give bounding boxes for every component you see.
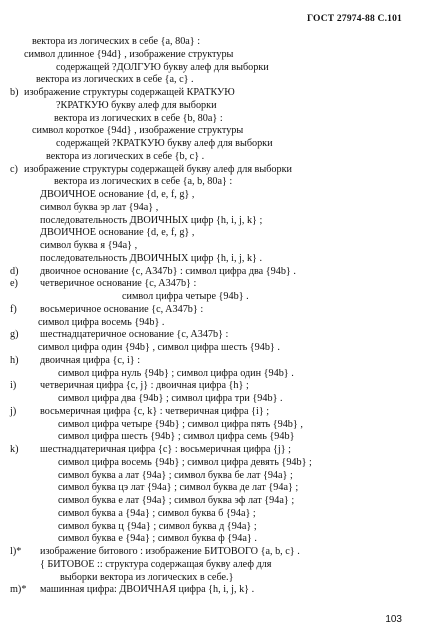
line-text: последовательность ДВОИЧНЫХ цифр {h, i, j, k} .: [40, 252, 263, 264]
line-text: содержащей ?КРАТКУЮ букву алеф для выборки: [56, 138, 273, 149]
line-text: символ цифра восемь {94b} ; символ цифра девять {94b} ;: [58, 456, 312, 468]
line-text: символ буква ц {94a} ; символ буква д {94a} ;: [58, 520, 257, 532]
line-text: изображение битового : изображение БИТОВОГО {a, b, c} .: [40, 546, 300, 557]
line-text: ДВОИЧНОЕ основание {d, e, f, g} ,: [40, 189, 195, 200]
line-text: содержащей ?ДОЛГУЮ букву алеф для выборки: [56, 61, 269, 73]
item-marker: b): [10, 87, 19, 98]
item-marker: d): [10, 265, 19, 277]
line-text: двоичная цифра {c, i} :: [40, 354, 141, 366]
item-marker: i): [10, 380, 17, 392]
line-text: символ цифра один {94b} , символ цифра шесть {94b} .: [38, 342, 280, 353]
line-text: символ буква а {94a} ; символ буква б {94a} ;: [58, 507, 256, 519]
line-text: восьмеричная цифра {c, k} : четверичная цифра {i} ;: [40, 405, 270, 417]
line-text: символ короткое {94d} , изображение структуры: [32, 125, 244, 137]
line-text: ДВОИЧНОЕ основание {d, e, f, g} ,: [40, 227, 195, 239]
line-text: вектора из логических в себе {a, c} .: [36, 74, 194, 86]
line-text: восьмеричное основание {c, A347b} :: [40, 303, 204, 315]
line-text: символ цифра шесть {94b} ; символ цифра семь {94b}: [58, 431, 295, 443]
item-marker: j): [10, 405, 17, 417]
line-text: вектора из логических в себе {a, 80a} :: [32, 36, 201, 47]
line-text: четверичная цифра {c, j} : двоичная цифра {h} ;: [40, 380, 249, 392]
line-text: вектора из логических в себе {b, c} .: [46, 150, 205, 162]
line-text: последовательность ДВОИЧНЫХ цифр {h, i, j, k} ;: [40, 214, 263, 226]
item-marker: m)*: [10, 584, 27, 596]
item-marker: c): [10, 163, 18, 175]
item-marker: e): [10, 278, 18, 290]
item-marker: f): [10, 303, 17, 315]
line-text: символ буква цэ лат {94a} ; символ буква де лат {94a} ;: [58, 482, 299, 494]
line-text: символ цифра два {94b} ; символ цифра три {94b} .: [58, 393, 283, 404]
line-text: машинная цифра: ДВОИЧНАЯ цифра {h, i, j, k} .: [40, 584, 255, 596]
line-text: вектора из логических в себе {a, b, 80a} :: [54, 176, 233, 188]
line-text: ?КРАТКУЮ букву алеф для выборки: [56, 99, 217, 111]
line-text: изображение структуры содержащей букву алеф для выборки: [24, 163, 292, 175]
line-text: выборки вектора из логических в себе.}: [60, 571, 234, 583]
line-text: двоичное основание {c, A347b} : символ цифра два {94b} .: [40, 265, 296, 277]
line-text: вектора из логических в себе {b, 80a} :: [54, 112, 223, 124]
line-text: символ буква а лат {94a} ; символ буква бе лат {94a} ;: [58, 469, 293, 481]
line-text: символ цифра четыре {94b} .: [122, 291, 249, 302]
line-text: символ буква я {94a} ,: [40, 240, 138, 251]
item-marker: g): [10, 329, 19, 341]
line-text: символ буква е {94a} ; символ буква ф {94a} .: [58, 533, 257, 545]
line-text: символ цифра восемь {94b} .: [38, 316, 165, 328]
line-text: символ цифра четыре {94b} ; символ цифра пять {94b} ,: [58, 418, 303, 430]
item-marker: k): [10, 444, 19, 455]
item-marker: l)*: [10, 546, 22, 557]
line-text: { БИТОВОЕ :: структура содержащая букву алеф для: [40, 558, 272, 570]
line-text: символ длинное {94d} , изображение структуры: [24, 48, 234, 60]
line-text: символ цифра нуль {94b} ; символ цифра один {94b} .: [58, 367, 294, 379]
item-marker: h): [10, 354, 19, 366]
line-text: шестнадцатеричная цифра {c} : восьмеричная цифра {j} ;: [40, 444, 291, 455]
line-text: четверичное основание {c, A347b} :: [40, 278, 197, 290]
line-text: символ буква эр лат {94a} ,: [40, 201, 159, 213]
page-header: ГОСТ 27974-88 С.101: [307, 14, 402, 24]
line-text: символ буква е лат {94a} ; символ буква эф лат {94a} ;: [58, 495, 295, 506]
line-text: изображение структуры содержащей КРАТКУЮ: [24, 87, 235, 98]
page-number: 103: [385, 614, 402, 625]
line-text: шестнадцатеричное основание {c, A347b} :: [40, 329, 229, 341]
